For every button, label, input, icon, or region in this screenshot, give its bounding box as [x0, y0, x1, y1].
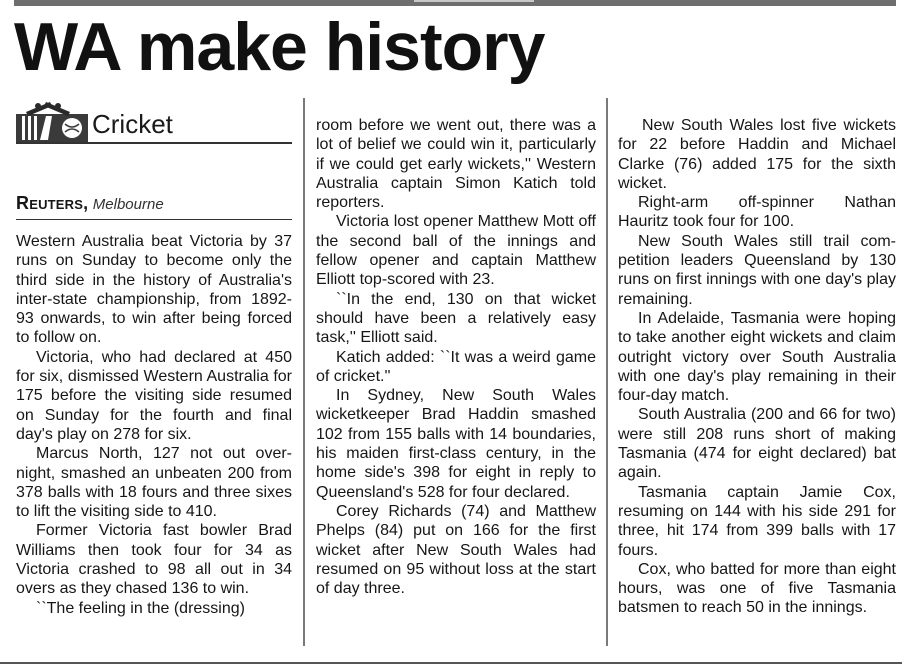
paragraph: South Australia (200 and 66 for two) were still 208 runs short of making Tasmania (474 for eight declared) bat again.	[618, 406, 896, 482]
paragraph: Tasmania captain Jamie Cox, resuming on 144 with his side 291 for three, hit 174 from 399 balls with 17 fours.	[618, 483, 896, 559]
paragraph: room before we went out, there was a lot of belief we could win it, particularly if we could get early wickets,'' Western Australia captain Simon Katich told reporters.	[316, 117, 596, 212]
section-label: Cricket	[92, 109, 173, 139]
byline-rule	[16, 219, 292, 220]
paragraph: Victoria, who had declared at 450 for six, dismissed Western Australia for 175 before the visiting side resumed on Sunday for the fourth and final day's play on 278 for six.	[16, 348, 292, 443]
paragraph: Right-arm off-spinner Nathan Hauritz took four for 100.	[618, 194, 896, 231]
paragraph: Western Australia beat Victoria by 37 runs on Sunday to become only the third side in the history of Australia's inter-state championship, from 1892-93 onwards, to win after being forced to follow on.	[16, 233, 292, 347]
paragraph: Cox, who batted for more than eight hours, was one of five Tasmania batsmen to reach 50 in the innings.	[618, 560, 896, 617]
column-divider	[303, 98, 305, 646]
byline-agency: Reuters,	[16, 193, 89, 213]
top-rule-highlight	[414, 0, 534, 2]
cricket-bat-ball-icon	[16, 100, 90, 142]
paragraph: Corey Richards (74) and Matthew Phelps (84) put on 166 for the first wicket after New South Wales had resumed on 95 without loss at the start of day three.	[316, 502, 596, 598]
paragraph: New South Wales lost five wickets for 22 before Haddin and Michael Clarke (76) added 175 for the sixth wicket.	[618, 117, 896, 192]
column-divider	[606, 98, 608, 646]
paragraph: New South Wales still trail competition leaders Queensland by 130 runs on first innings with one day's play remaining.	[618, 232, 896, 308]
byline	[16, 193, 292, 215]
paragraph: In Adelaide, Tasmania were hoping to take another eight wickets and claim outright victory over South Australia with one day's play remaining in their four-day match.	[618, 309, 896, 405]
paragraph: ``In the end, 130 on that wicket should have been a relatively easy task,'' Elliott said.	[316, 290, 596, 347]
section-header	[16, 98, 292, 144]
section-rule	[16, 142, 292, 144]
article-column-1	[16, 232, 292, 618]
article-column-2	[316, 116, 596, 598]
headline: WA make history	[14, 9, 545, 85]
paragraph: Victoria lost opener Matthew Mott off the second ball of the innings and fellow opener and captain Matthew Elliott top-scored with 23.	[316, 213, 596, 289]
paragraph: In Sydney, New South Wales wicketkeeper Brad Haddin smashed 102 from 155 balls with 14 boundaries, his maiden first-class century, in the home side's 398 for eight in reply to Queensland's 528 for four declared.	[316, 387, 596, 501]
paragraph: Former Victoria fast bowler Brad Williams then took four for 34 as Victoria crashed to 98 all out in 34 overs as they chased 136 to win.	[16, 522, 292, 598]
paragraph: Marcus North, 127 not out overnight, smashed an unbeaten 200 from 378 balls with 18 fours and three sixes to lift the visiting side to 410.	[16, 445, 292, 521]
article-column-3	[618, 116, 896, 618]
paragraph: ``The feeling in the (dressing)	[36, 599, 245, 617]
bottom-rule	[0, 662, 902, 664]
byline-place: Melbourne	[92, 196, 164, 213]
paragraph: Katich added: ``It was a weird game of cricket.''	[316, 348, 596, 385]
